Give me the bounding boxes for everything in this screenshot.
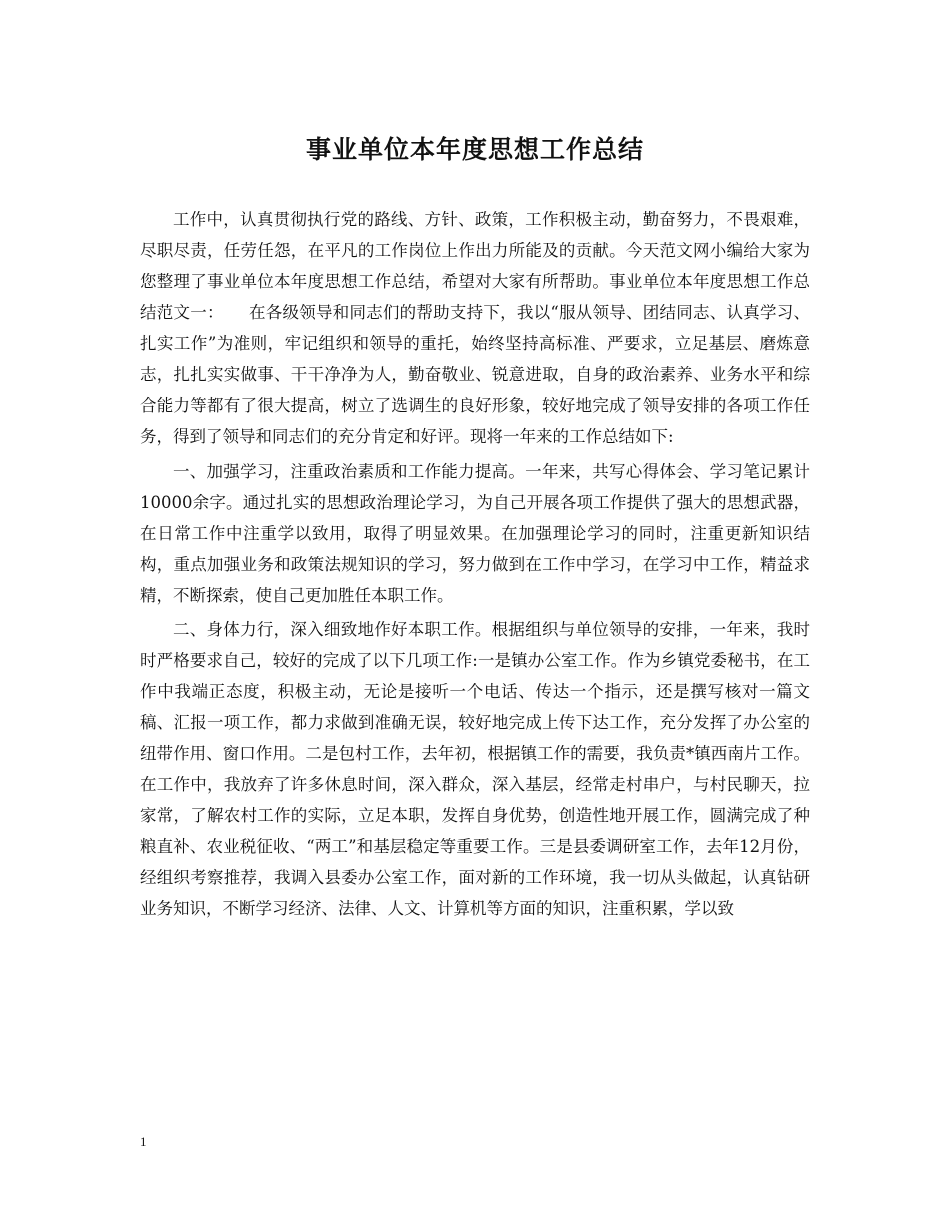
- page-number: 1: [140, 1134, 147, 1149]
- document-title: 事业单位本年度思想工作总结: [305, 135, 644, 164]
- paragraph-intro: 工作中，认真贯彻执行党的路线、方针、政策，工作积极主动，勤奋努力，不畏艰难，尽职尽责，任劳任怨，在平凡的工作岗位上作出力所能及的贡献。今天范文网小编给大家为您整理了事业单位本年度思想工作总结，希望对大家有所帮助。事业单位本年度思想工作总结范文一： 在各级领导和同志们的帮助支持下，我以“服从领导、团结同志、认真学习、扎实工作”为准则，牢记组织和领导的重托，始终坚持高标准、严要求，立足基层、磨炼意志，扎扎实实做事、干干净净为人，勤奋敬业、锐意进取，自身的政治素养、业务水平和综合能力等都有了很大提高，树立了选调生的良好形象，较好地完成了领导安排的各项工作任务，得到了领导和同志们的充分肯定和好评。现将一年来的工作总结如下:: [140, 210, 810, 446]
- paragraph-section-two: 二、身体力行，深入细致地作好本职工作。根据组织与单位领导的安排，一年来，我时时严格要求自己，较好的完成了以下几项工作:一是镇办公室工作。作为乡镇党委秘书，在工作中我端正态度，积极主动，无论是接听一个电话、传达一个指示，还是撰写核对一篇文稿、汇报一项工作，都力求做到准确无误，较好地完成上传下达工作，充分发挥了办公室的纽带作用、窗口作用。二是包村工作，去年初，根据镇工作的需要，我负责*镇西南片工作。在工作中，我放弃了许多休息时间，深入群众，深入基层，经常走村串户，与村民聊天，拉家常，了解农村工作的实际，立足本职，发挥自身优势，创造性地开展工作，圆满完成了种粮直补、农业税征收、“两工”和基层稳定等重要工作。三是县委调研室工作，去年12月份，经组织考察推荐，我调入县委办公室工作，面对新的工作环境，我一切从头做起，认真钻研业务知识，不断学习经济、法律、人文、计算机等方面的知识，注重积累，学以致: [140, 620, 810, 918]
- document-body: [140, 204, 810, 928]
- paragraph-section-one: 一、加强学习，注重政治素质和工作能力提高。一年来，共写心得体会、学习笔记累计10000余字。通过扎实的思想政治理论学习，为自己开展各项工作提供了强大的思想武器，在日常工作中注重学以致用，取得了明显效果。在加强理论学习的同时，注重更新知识结构，重点加强业务和政策法规知识的学习，努力做到在工作中学习，在学习中工作，精益求精，不断探索，使自己更加胜任本职工作。: [140, 461, 810, 605]
